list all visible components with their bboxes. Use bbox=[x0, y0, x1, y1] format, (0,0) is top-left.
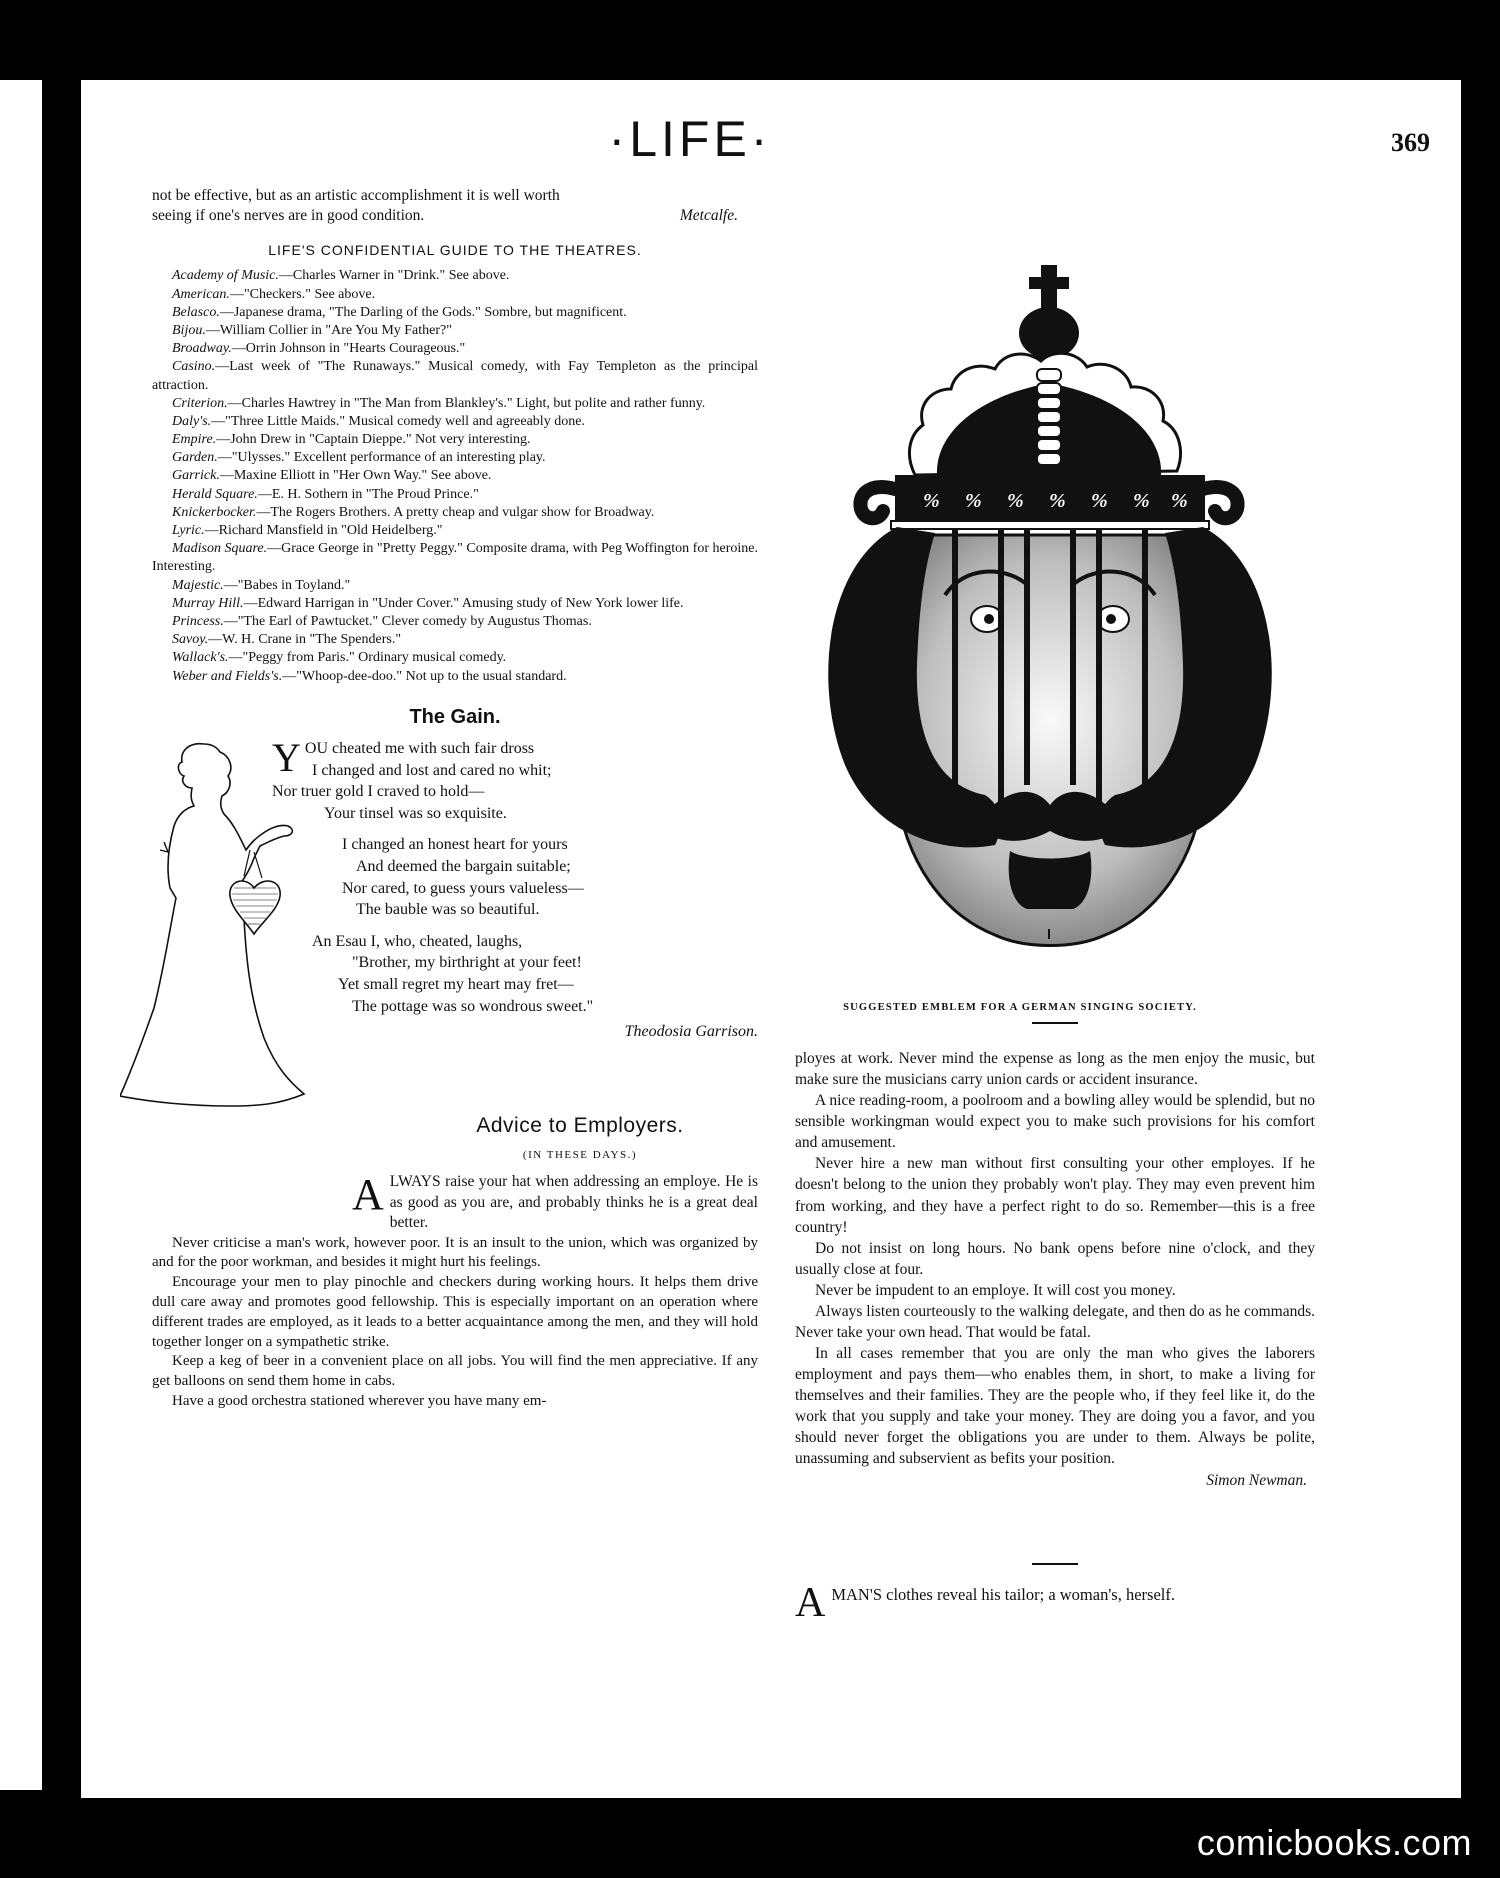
advice-dropcap: A bbox=[352, 1170, 384, 1220]
theatre-venue: Weber and Fields's. bbox=[172, 668, 283, 684]
theatre-venue: Lyric. bbox=[172, 523, 205, 538]
theatre-venue: Wallack's. bbox=[172, 650, 229, 666]
theatre-venue: Belasco. bbox=[172, 304, 220, 320]
theatre-venue: Broadway. bbox=[172, 341, 232, 357]
advice-subtitle: (IN THESE DAYS.) bbox=[522, 1148, 638, 1161]
theatre-guide-heading: LIFE'S CONFIDENTIAL GUIDE TO THE THEATRES. bbox=[268, 241, 642, 258]
poem-line: Your tinsel was so exquisite. bbox=[324, 804, 507, 822]
right-column bbox=[795, 1048, 1315, 1491]
theatre-note: —Orrin Johnson in "Hearts Courageous." bbox=[231, 341, 466, 357]
epigram bbox=[795, 1580, 1315, 1626]
page-number: 369 bbox=[1391, 128, 1430, 157]
advice-paragraph: Never be impudent to an employe. It will cost you money. bbox=[815, 1281, 1176, 1299]
poem-stanza-1 bbox=[272, 735, 762, 824]
theatre-guide-entry bbox=[152, 395, 758, 413]
poem-line: OU cheated me with such fair dross bbox=[304, 740, 535, 758]
theatre-note: —"Ulysses." Excellent performance of an interesting play. bbox=[217, 450, 546, 466]
theatre-note: —John Drew in "Captain Dieppe." Not very interesting. bbox=[216, 432, 531, 448]
theatre-note: —Last week of "The Runaways." Musical comedy, with Fay Templeton as the principal attraction. bbox=[152, 359, 758, 393]
advice-first-text: LWAYS raise your hat when addressing an employe. He is as good as you are, and probably thinks he is a great deal better. bbox=[389, 1173, 758, 1232]
theatre-guide-entry bbox=[152, 322, 758, 340]
intro-line-2-text: seeing if one's nerves are in good condition. bbox=[152, 207, 425, 225]
poem-title: The Gain. bbox=[409, 705, 501, 728]
poem-block bbox=[152, 735, 758, 1088]
theatre-guide-entry bbox=[152, 522, 758, 540]
poem-line: Yet small regret my heart may fret— bbox=[338, 976, 574, 994]
svg-text:%: % bbox=[1091, 490, 1108, 512]
advice-paragraph: Encourage your men to play pinochle and checkers during working hours. It helps them drive dull care away and promotes good fellowship. This is especially important on an operation where different trades are employed, as it leads to a better acquaintance among the men, and they will hold together longer on a sympathetic strike. bbox=[152, 1274, 758, 1350]
epigram-text: MAN'S clothes reveal his tailor; a woman's, herself. bbox=[831, 1585, 1175, 1604]
poem-stanza-2 bbox=[272, 834, 762, 920]
illustration-caption: SUGGESTED EMBLEM FOR A GERMAN SINGING SOCIETY. bbox=[843, 1002, 1197, 1013]
theatre-venue: Knickerbocker. bbox=[172, 504, 257, 520]
theatre-note: —W. H. Crane in "The Spenders." bbox=[208, 632, 402, 648]
theatre-note: —"The Earl of Pawtucket." Clever comedy by Augustus Thomas. bbox=[223, 613, 592, 629]
theatre-note: —"Whoop-dee-doo." Not up to the usual standard. bbox=[282, 668, 567, 684]
svg-text:%: % bbox=[1049, 490, 1066, 512]
theatre-venue: Academy of Music. bbox=[172, 268, 279, 284]
theatre-venue: Criterion. bbox=[172, 395, 228, 411]
theatre-venue: Garden. bbox=[172, 450, 218, 466]
poem-line: An Esau I, who, cheated, laughs, bbox=[312, 932, 523, 950]
theatre-guide-entry bbox=[152, 504, 758, 522]
theatre-guide-entry bbox=[152, 540, 758, 576]
advice-paragraph: Keep a keg of beer in a convenient place on all jobs. You will find the men appreciative. If any get balloons on send them home in cabs. bbox=[152, 1353, 758, 1390]
advice-left-paragraphs bbox=[152, 1234, 758, 1412]
theatre-note: —The Rogers Brothers. A pretty cheap and vulgar show for Broadway. bbox=[256, 504, 655, 520]
poem-dropcap: Y bbox=[272, 735, 301, 781]
theatre-guide-entry bbox=[152, 431, 758, 449]
epigram-dropcap: A bbox=[795, 1580, 826, 1626]
theatre-venue: Empire. bbox=[172, 432, 217, 448]
theatre-note: —Maxine Elliott in "Her Own Way." See above. bbox=[219, 468, 492, 484]
advice-right-first: ployes at work. Never mind the expense as long as the men enjoy the music, but make sure the musicians carry union cards or accident insurance. bbox=[795, 1050, 1315, 1089]
theatre-guide-entry bbox=[152, 577, 758, 595]
advice-paragraph: Do not insist on long hours. No bank opens before nine o'clock, and they usually close at four. bbox=[795, 1239, 1315, 1278]
watermark: comicbooks.com bbox=[1196, 1822, 1472, 1863]
theatre-venue: Majestic. bbox=[172, 577, 224, 593]
theatre-venue: Herald Square. bbox=[172, 486, 258, 502]
svg-text:%: % bbox=[1171, 490, 1188, 512]
theatre-guide-entry bbox=[152, 358, 758, 394]
poem-author: Theodosia Garrison. bbox=[624, 1023, 758, 1041]
theatre-guide-entry bbox=[152, 486, 758, 504]
advice-paragraph: A nice reading-room, a poolroom and a bowling alley would be splendid, but no sensible workingman would expect you to make such provisions for his comfort and amusement. bbox=[795, 1092, 1315, 1152]
theatre-note: —"Checkers." See above. bbox=[229, 286, 376, 302]
poem-text bbox=[272, 735, 762, 1043]
svg-text:%: % bbox=[923, 490, 940, 512]
theatre-note: —"Babes in Toyland." bbox=[223, 577, 351, 593]
theatre-venue: Madison Square. bbox=[172, 541, 268, 557]
theatre-guide-entry bbox=[152, 649, 758, 667]
poem-line: Nor truer gold I craved to hold— bbox=[272, 783, 485, 801]
poem-line: I changed and lost and cared no whit; bbox=[312, 761, 552, 779]
theatre-venue: Princess. bbox=[172, 613, 224, 629]
intro-signature: Metcalfe. bbox=[679, 207, 738, 225]
svg-text:%: % bbox=[1133, 490, 1150, 512]
theatre-guide-entry bbox=[152, 413, 758, 431]
theatre-note: —William Collier in "Are You My Father?" bbox=[205, 322, 452, 338]
intro-line-1: not be effective, but as an artistic accomplishment it is well worth bbox=[152, 187, 560, 204]
svg-text:%: % bbox=[1007, 490, 1024, 512]
theatre-guide-entry bbox=[152, 613, 758, 631]
poem-line: I changed an honest heart for yours bbox=[342, 836, 568, 854]
poem-line: "Brother, my birthright at your feet! bbox=[352, 954, 582, 972]
crowned-lyre-face-illustration bbox=[805, 265, 1300, 965]
advice-paragraph: Always listen courteously to the walking delegate, and then do as he commands. Never take your own head. That would be fatal. bbox=[795, 1302, 1315, 1342]
theatre-note: —Grace George in "Pretty Peggy." Composite drama, with Peg Woffington for heroine. Interesting. bbox=[152, 541, 758, 575]
theatre-note: —Japanese drama, "The Darling of the Gods." Sombre, but magnificent. bbox=[219, 304, 627, 320]
theatre-venue: Daly's. bbox=[172, 413, 212, 429]
theatre-venue: Bijou. bbox=[172, 322, 206, 338]
divider-rule bbox=[1032, 1563, 1078, 1565]
theatre-venue: Garrick. bbox=[172, 468, 220, 484]
theatre-guide-entry bbox=[152, 668, 758, 686]
theatre-guide-entry bbox=[152, 304, 758, 322]
theatre-venue: Casino. bbox=[172, 359, 216, 375]
theatre-venue: Murray Hill. bbox=[172, 595, 244, 611]
divider-rule bbox=[1032, 1022, 1078, 1024]
left-column bbox=[152, 186, 758, 1412]
theatre-note: —"Peggy from Paris." Ordinary musical comedy. bbox=[228, 650, 507, 666]
theatre-guide-entry bbox=[152, 467, 758, 485]
theatre-guide-entry bbox=[152, 631, 758, 649]
theatre-guide-entry bbox=[152, 340, 758, 358]
theatre-note: —E. H. Sothern in "The Proud Prince." bbox=[257, 486, 479, 502]
theatre-venue: Savoy. bbox=[172, 632, 209, 648]
masthead-title: ·LIFE· bbox=[608, 111, 772, 167]
advice-paragraph: In all cases remember that you are only the man who gives the laborers employment and pays them—who enables them, in short, to make a living for themselves and their families. They are the people who, if they feel like it, do the work that you supply and take your money. They are doing you a favor, and you should never forget the obligations you are under to them. Always be polite, unassuming and subservient as befits your position. bbox=[795, 1345, 1315, 1468]
advice-right-paragraphs bbox=[795, 1090, 1315, 1469]
advice-first-paragraph bbox=[152, 1172, 758, 1233]
left-page-edge bbox=[0, 80, 42, 1790]
theatre-guide-entry bbox=[152, 286, 758, 304]
theatre-note: —Charles Hawtrey in "The Man from Blankley's." Light, but polite and rather funny. bbox=[227, 395, 706, 411]
advice-author: Simon Newman. bbox=[1206, 1471, 1307, 1489]
theatre-guide-entry bbox=[152, 595, 758, 613]
theatre-venue: American. bbox=[172, 286, 230, 302]
advice-paragraph: Never hire a new man without first consulting your other employes. If he doesn't belong to the union they probably won't play. They may even prevent him from working, and they have a perfect right to do so. Remember—this is a free country! bbox=[795, 1155, 1315, 1236]
theatre-guide-list bbox=[152, 267, 758, 685]
theatre-note: —Edward Harrigan in "Under Cover." Amusing study of New York lower life. bbox=[243, 595, 684, 611]
theatre-note: —Charles Warner in "Drink." See above. bbox=[278, 268, 510, 284]
poem-line: And deemed the bargain suitable; bbox=[356, 858, 571, 876]
poem-line: The bauble was so beautiful. bbox=[356, 901, 540, 919]
theatre-guide-entry bbox=[152, 449, 758, 467]
intro-line-2 bbox=[152, 206, 758, 226]
theatre-note: —"Three Little Maids." Musical comedy well and agreeably done. bbox=[211, 413, 585, 429]
theatre-note: —Richard Mansfield in "Old Heidelberg." bbox=[204, 523, 443, 538]
poem-line: The pottage was so wondrous sweet." bbox=[352, 997, 594, 1015]
theatre-guide-entry bbox=[152, 267, 758, 285]
svg-text:%: % bbox=[965, 490, 982, 512]
advice-title: Advice to Employers. bbox=[476, 1114, 684, 1138]
poem-line: Nor cared, to guess yours valueless— bbox=[342, 879, 584, 897]
poem-stanza-3 bbox=[272, 931, 762, 1017]
advice-paragraph: Never criticise a man's work, however poor. It is an insult to the union, which was organized by and for the poor workman, and besides it might hurt his feelings. bbox=[152, 1234, 758, 1271]
advice-paragraph: Have a good orchestra stationed wherever you have many em- bbox=[172, 1393, 547, 1410]
